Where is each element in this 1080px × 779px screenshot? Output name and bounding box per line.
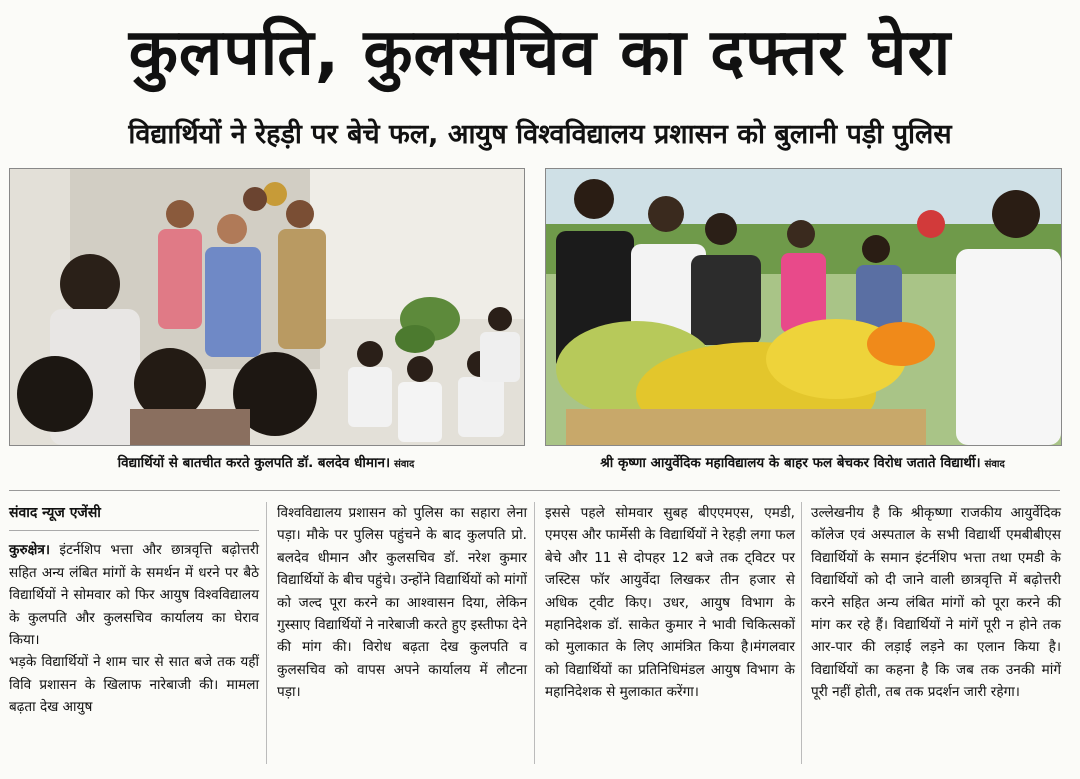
column-divider xyxy=(801,502,802,764)
photo-vice-chancellor-meeting xyxy=(9,168,525,446)
article-paragraph: इससे पहले सोमवार सुबह बीएएमएस, एमडी, एमएस और फार्मेसी के विद्यार्थियों ने रेहड़ी लगा फल बेचे और 11 से दोपहर 12 बजे तक ट्विटर पर जस्टिस फॉर आयुर्वेदा लिखकर तीन हजार से अधिक ट्वीट किए। उधर, आयुष विभाग के महानिदेशक डॉ. साकेत कुमार ने भावी चिकित्सकों को मुलाकात के लिए आमंत्रित किया है।मंगलवार को विद्यार्थियों का प्रतिनिधिमंडल आयुष विभाग के महानिदेशक से मुलाकात करेंगा। xyxy=(545,505,795,701)
article-paragraph: विश्वविद्यालय प्रशासन को पुलिस का सहारा लेना पड़ा। मौके पर पुलिस पहुंचने के बाद कुलपति प्रो. बलदेव धीमान और कुलसचिव डॉ. नरेश कुमार विद्यार्थियों के बीच पहुंचे। उन्होंने विद्यार्थियों को मांगों को जल्द पूरा करने का आश्वासन दिया, लेकिन गुस्साए विद्यार्थियों ने नारेबाजी करते हुए इस्तीफा देने की मांग की। विरोध बढ़ता देख कुलपति व कुलसचिव को वापस अपने कार्यालय में लौटना पड़ा। xyxy=(277,505,527,701)
photo-credit: संवाद xyxy=(394,459,415,470)
divider xyxy=(9,490,1060,491)
photo-caption-right xyxy=(545,448,1060,478)
photo-credit: संवाद xyxy=(984,459,1005,470)
byline: संवाद न्यूज एजेंसी xyxy=(9,502,259,531)
dateline: कुरुक्षेत्र। xyxy=(9,542,50,559)
article-paragraph xyxy=(9,539,259,651)
article-paragraph: उल्लेखनीय है कि श्रीकृष्णा राजकीय आयुर्वेदिक कॉलेज एवं अस्पताल के सभी विद्यार्थी एमबीबीएस विद्यार्थियों के समान इंटर्नशिप भत्ता तथा एमडी के विद्यार्थियों को दी जाने वाली छात्रवृत्ति में बढ़ोत्तरी करने सहित अन्य लंबित मांगों को पूरा करने की मांग कर रहे हैं। विद्यार्थियों ने मांगें पूरी न होने तक आर-पार की लड़ाई लड़ने का एलान किया है। विद्यार्थियों का कहना है कि जब तक उनकी मांगें पूरी नहीं होती, तब तक प्रदर्शन जारी रहेगा। xyxy=(811,505,1061,701)
article-paragraph: भड़के विद्यार्थियों ने शाम चार से सात बजे तक यहीं विवि प्रशासन के खिलाफ नारेबाजी की। मामला बढ़ता देख आयुष xyxy=(9,654,259,716)
article-column-4 xyxy=(811,502,1061,772)
caption-text: श्री कृष्णा आयुर्वेदिक महाविद्यालय के बाहर फल बेचकर विरोध जताते विद्यार्थी। xyxy=(600,455,981,471)
headline: कुलपति, कुलसचिव का दफ्तर घेरा xyxy=(128,16,952,90)
column-divider xyxy=(266,502,267,764)
photo-students-selling-fruit xyxy=(545,168,1062,446)
column-divider xyxy=(534,502,535,764)
article-column-1 xyxy=(9,502,259,772)
caption-text: विद्यार्थियों से बातचीत करते कुलपति डॉ. बलदेव धीमान। xyxy=(117,455,391,471)
photo-caption-left xyxy=(9,448,523,478)
article-column-3 xyxy=(545,502,795,772)
subheadline: विद्यार्थियों ने रेहड़ी पर बेचे फल, आयुष विश्वविद्यालय प्रशासन को बुलानी पड़ी पुलिस xyxy=(128,119,952,150)
article-column-2 xyxy=(277,502,527,772)
paragraph-text: इंटर्नशिप भत्ता और छात्रवृत्ति बढ़ोत्तरी सहित अन्य लंबित मांगों के समर्थन में धरने पर बैठे विद्यार्थियों ने सोमवार को फिर आयुष विश्वविद्यालय के कुलपति और कुलसचिव कार्यालय का घेराव किया। xyxy=(9,542,259,649)
